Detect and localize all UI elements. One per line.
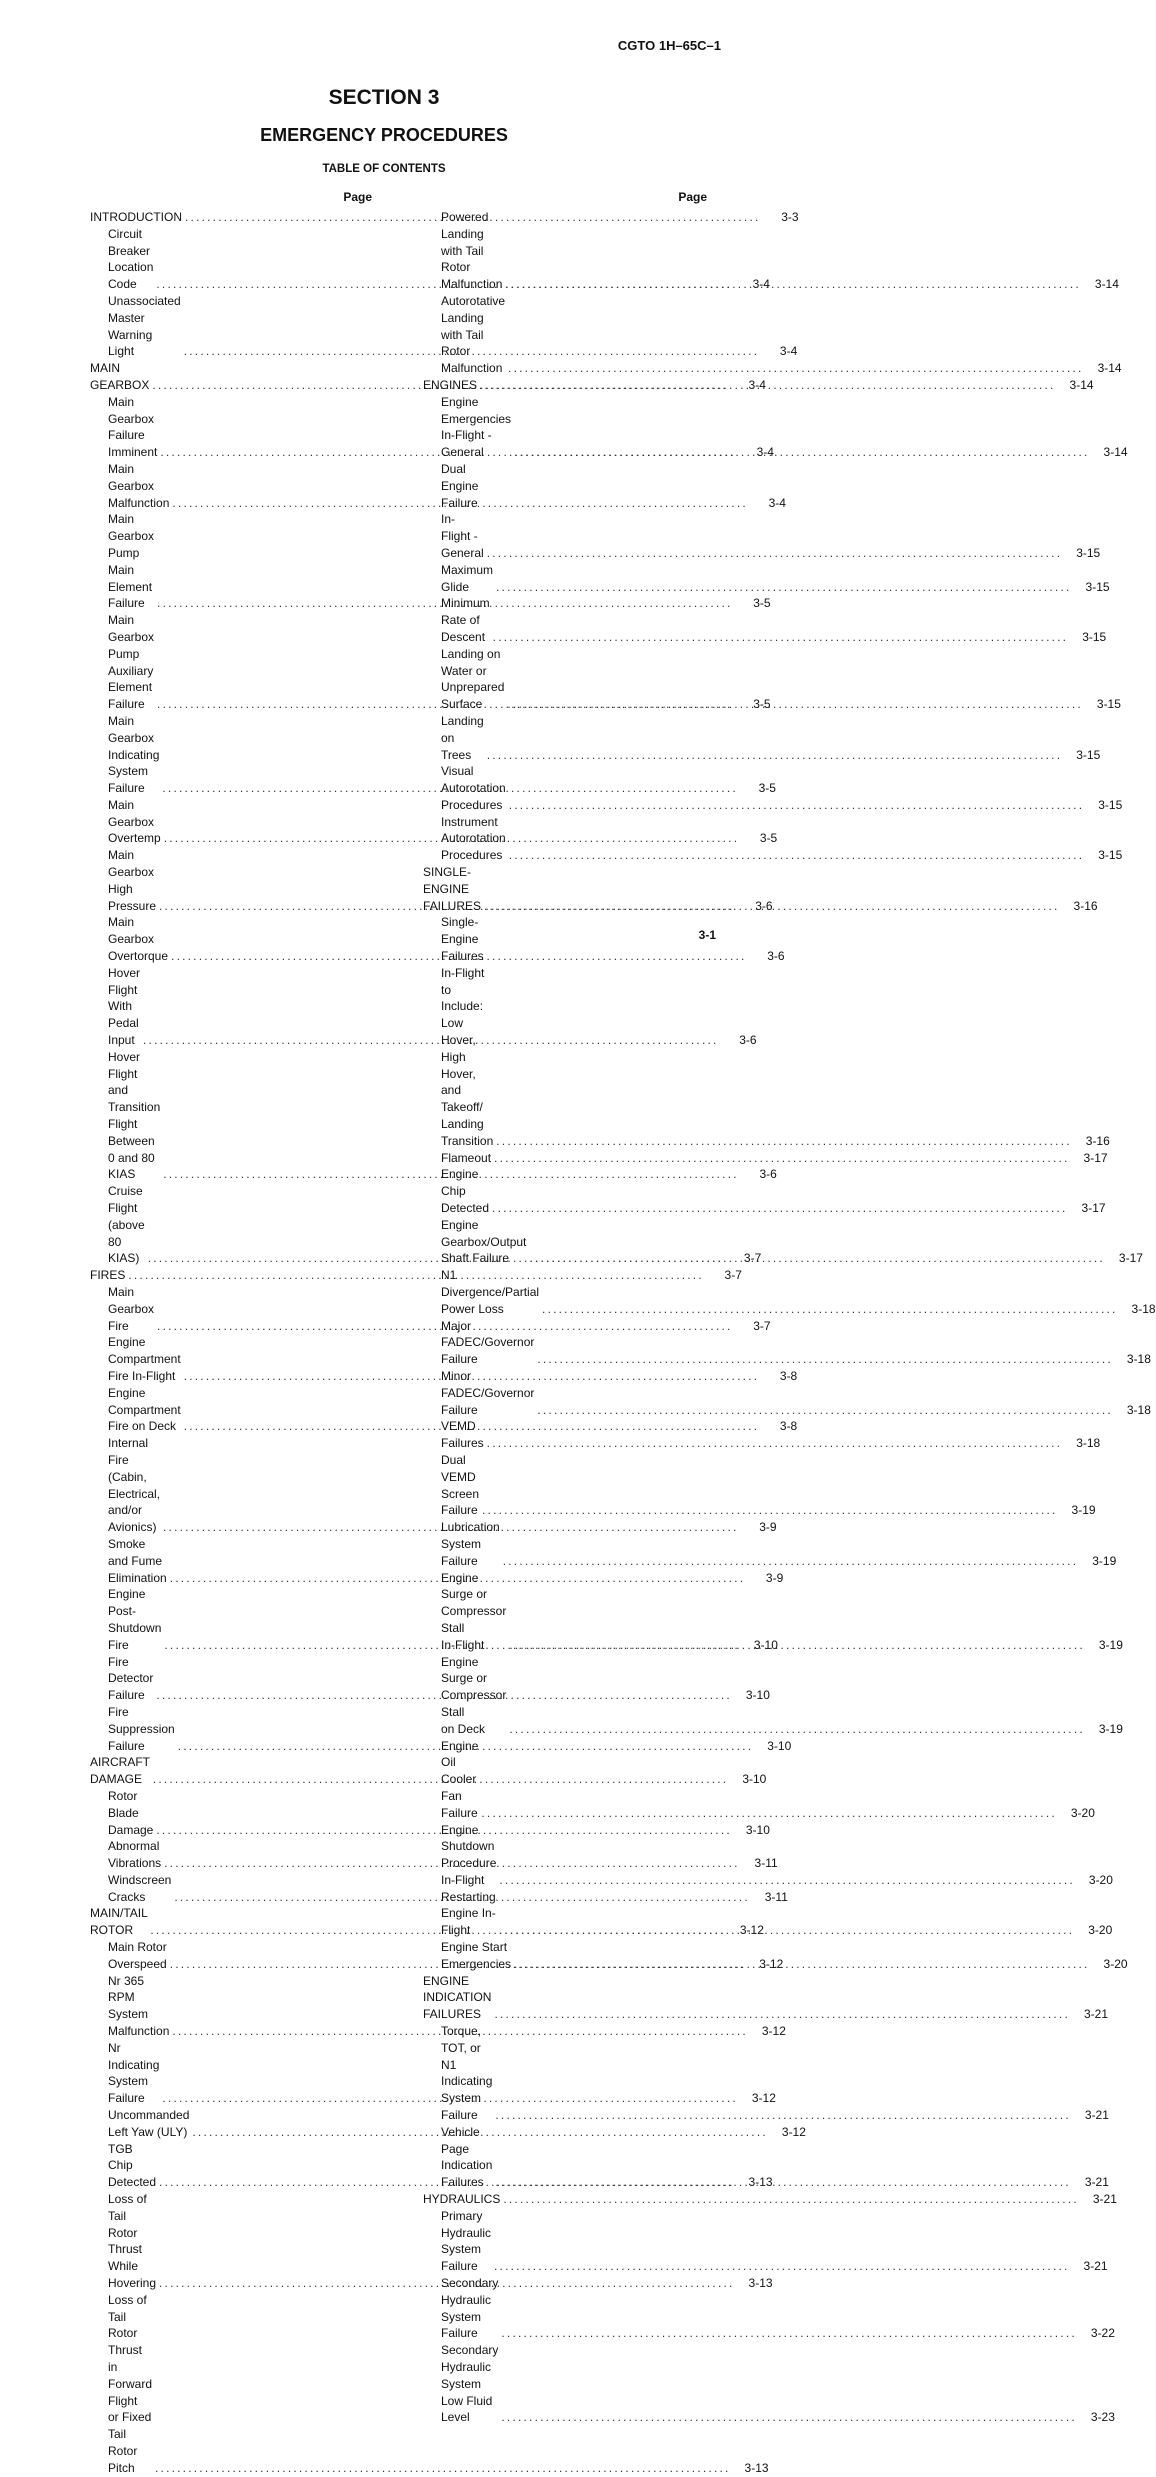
toc-entry-title: Engine Oil Cooler Fan Failure — [441, 1738, 479, 1820]
toc-entry-title: Nr Indicating System Failure — [108, 2040, 160, 2106]
toc-entry-page: 3-8 — [779, 1419, 798, 1434]
document-id: CGTO 1H–65C–1 — [617, 38, 721, 53]
toc-entry-page: 3-10 — [745, 1688, 770, 1703]
toc-entry-page: 3-18 — [1076, 1436, 1101, 1451]
toc-entry-title: Engine Surge or Compressor Stall In-Flight — [441, 1570, 507, 1652]
toc-entry-title: Engine Compartment Fire on Deck — [108, 1385, 181, 1434]
dot-leader — [503, 1553, 1079, 1570]
toc-entry-title: Dual Engine Failure In-Flight - General — [441, 461, 484, 560]
toc-entry-title: Flameout — [441, 1150, 492, 1165]
toc-entry-title: Main Gearbox Indicating System Failure — [108, 713, 160, 796]
toc-entry-title: Fire Suppression Failure — [108, 1704, 175, 1753]
toc-entry[interactable] — [423, 2342, 1115, 2426]
dot-leader — [494, 2006, 1070, 2023]
toc-entry-title: Primary Hydraulic System Failure — [441, 2208, 492, 2274]
toc-entry-page: 3-5 — [753, 596, 771, 611]
toc-entry-title: Instrument Autorotation Procedures — [441, 814, 506, 863]
toc-entry-page: 3-10 — [745, 1822, 770, 1837]
toc-entry-title: Main Gearbox Malfunction — [108, 461, 170, 510]
toc-entry-page: 3-12 — [761, 2024, 786, 2039]
toc-entry[interactable] — [90, 1872, 788, 1906]
toc-entry[interactable] — [90, 1788, 770, 1838]
toc-entry-title: Loss of Tail Rotor Thrust in Forward Flight or Fixed Tail Rotor Pitch — [108, 2292, 153, 2475]
toc-entry-page: 3-4 — [756, 445, 774, 460]
toc-entry-page: 3-18 — [1126, 1352, 1151, 1367]
toc-entry-page: 3-6 — [767, 949, 785, 964]
dot-leader — [501, 2325, 1077, 2342]
toc-entry-page: 3-16 — [1085, 1133, 1110, 1148]
toc-entry-page: 3-21 — [1084, 2108, 1109, 2123]
dot-leader — [509, 797, 1085, 814]
toc-entry[interactable] — [423, 2208, 1108, 2275]
toc-entry-title: SINGLE-ENGINE FAILURES — [423, 865, 482, 913]
dot-leader — [494, 1150, 1070, 1167]
toc-entry-page: 3-20 — [1088, 1923, 1113, 1938]
toc-entry-page: 3-17 — [1118, 1251, 1143, 1266]
toc-entry[interactable] — [90, 1267, 742, 1284]
toc-entry-title: Main Gearbox Overtemp — [108, 797, 161, 846]
dot-leader — [537, 1351, 1113, 1368]
toc-entry-title: Uncommanded Left Yaw (ULY) — [108, 2108, 190, 2139]
section-title: SECTION 3 — [328, 86, 440, 109]
page-number: 3-1 — [698, 928, 716, 942]
dot-leader — [496, 1133, 1072, 1150]
toc-entry-title: Main Gearbox Overtorque — [108, 915, 169, 964]
toc-entry-title: HYDRAULICS — [423, 2192, 501, 2207]
toc-entry-page: 3-13 — [744, 2460, 769, 2475]
toc-entry-page: 3-7 — [753, 1318, 771, 1333]
toc-entry-title: FIRES — [90, 1268, 126, 1283]
dot-leader — [155, 2460, 731, 2477]
toc-entry-page: 3-11 — [754, 1856, 778, 1871]
toc-entry[interactable] — [423, 1452, 1096, 1519]
toc-entry-title: Fire Detector Failure — [108, 1654, 154, 1703]
toc-entry-page: 3-13 — [748, 2175, 773, 2190]
toc-entry-page: 3-7 — [743, 1251, 762, 1266]
toc-entry-page: 3-15 — [1076, 747, 1101, 762]
toc-entry-page: 3-19 — [1098, 1721, 1123, 1736]
toc-entry-page: 3-16 — [1073, 898, 1098, 913]
toc-entry-title: ENGINES — [423, 377, 478, 392]
toc-entry-title: Main Gearbox Fire — [108, 1285, 155, 1333]
toc-entry-page: 3-17 — [1083, 1150, 1108, 1165]
toc-entry-title: Maximum Glide — [441, 562, 494, 594]
toc-entry-title: Nr 365 RPM System Malfunction — [108, 1973, 170, 2039]
toc-entry[interactable] — [90, 1704, 792, 1754]
dot-leader — [480, 377, 1056, 394]
toc-entry-page: 3-18 — [1126, 1402, 1151, 1417]
toc-entry[interactable] — [423, 713, 1101, 763]
toc-entry-page: 3-18 — [1131, 1301, 1156, 1316]
toc-entry[interactable] — [90, 2107, 806, 2141]
dot-leader — [509, 847, 1085, 864]
dot-leader — [529, 1250, 1105, 1267]
toc-entry-title: Landing on Water or Unprepared Surface — [441, 646, 505, 712]
toc-entry-title: Restarting Engine In-Flight — [441, 1889, 496, 1938]
toc-entry-page: 3-11 — [764, 1889, 788, 1904]
dot-leader — [503, 2191, 1079, 2208]
toc-entry-title: Unassociated Master Warning Light — [108, 293, 181, 359]
toc-entry-page: 3-15 — [1076, 545, 1101, 560]
toc-entry-page: 3-22 — [1090, 2326, 1115, 2341]
toc-entry-page: 3-23 — [1090, 2410, 1115, 2425]
dot-leader — [508, 360, 1084, 377]
toc-entry-page: 3-5 — [759, 831, 778, 846]
toc-entry-page: 3-9 — [759, 1520, 777, 1535]
dot-leader — [514, 444, 1090, 461]
toc-entry-title: Visual Autorotation Procedures — [441, 764, 506, 812]
toc-entry-title: Engine Shutdown Procedure In-Flight — [441, 1822, 497, 1887]
dot-leader — [494, 2258, 1070, 2275]
toc-entry-title: Loss of Tail Rotor Thrust While Hovering — [108, 2192, 157, 2291]
toc-entry-page: 3-10 — [767, 1738, 792, 1753]
toc-entry-title: Main Gearbox High Pressure — [108, 848, 157, 913]
toc-entry-title: MAIN GEARBOX — [90, 361, 150, 392]
toc-entry-page: 3-15 — [1085, 579, 1110, 594]
toc-entry-title: Lubrication System Failure — [441, 1520, 500, 1568]
toc-entry-title: Powered Landing with Tail Rotor Malfunction — [441, 210, 503, 292]
toc-entry-title: Secondary Hydraulic System Failure — [441, 2276, 499, 2341]
toc-entry-page: 3-12 — [781, 2124, 806, 2139]
dot-leader — [482, 1502, 1058, 1519]
toc-heading: TABLE OF CONTENTS — [322, 163, 446, 175]
toc-entry-title: Main Gearbox Pump Auxiliary Element Failure — [108, 613, 155, 712]
toc-entry-title: Internal Fire (Cabin, Electrical, and/or Avionics) — [108, 1436, 161, 1535]
toc-entry-page: 3-7 — [724, 1268, 742, 1283]
dot-leader — [501, 2409, 1077, 2426]
toc-entry-title: Main Gearbox Pump Main Element Failure — [108, 512, 155, 611]
toc-entry-title: Engine Chip Detected — [441, 1167, 490, 1216]
toc-entry-title: Engine Compartment Fire In-Flight — [108, 1335, 181, 1383]
toc-entry-page: 3-5 — [753, 697, 771, 712]
dot-leader — [484, 898, 1060, 915]
toc-entry-page: 3-21 — [1092, 2192, 1117, 2207]
toc-entry-title: Minimum Rate of Descent — [441, 596, 490, 644]
toc-entry-title: Torque, TOT, or N1 Indicating System Failure — [441, 2024, 493, 2123]
dot-leader — [487, 545, 1063, 562]
dot-leader — [509, 1721, 1085, 1738]
toc-entry-page: 3-12 — [751, 2091, 776, 2106]
toc-entry-title: Smoke and Fume Elimination — [108, 1536, 167, 1585]
toc-entry-title: Engine Start Emergencies — [441, 1940, 512, 1971]
dot-leader — [499, 1922, 1075, 1939]
toc-entry-page: 3-3 — [781, 210, 799, 224]
toc-entry-page: 3-15 — [1082, 629, 1107, 644]
toc-entry[interactable] — [423, 562, 1110, 596]
toc-entry-title: Engine Emergencies In-Flight - General — [441, 394, 512, 460]
toc-entry[interactable] — [90, 209, 799, 226]
toc-entry-page: 3-20 — [1088, 1872, 1113, 1887]
toc-entry[interactable] — [423, 2191, 1117, 2208]
dot-leader — [487, 747, 1063, 764]
toc-entry-page: 3-17 — [1081, 1201, 1106, 1216]
toc-entry-page: 3-4 — [779, 344, 798, 359]
toc-entry[interactable] — [90, 1754, 767, 1788]
toc-entry-title: Autorotative Landing with Tail Rotor Malfunction — [441, 293, 506, 376]
toc-entry-page: 3-20 — [1103, 1956, 1128, 1971]
toc-entry[interactable] — [90, 965, 757, 1049]
dot-leader — [487, 1435, 1063, 1452]
toc-entry-page: 3-21 — [1083, 2259, 1108, 2274]
toc-entry-page: 3-13 — [748, 2276, 773, 2291]
toc-entry-page: 3-5 — [758, 781, 776, 796]
toc-entry-title: AIRCRAFT DAMAGE — [90, 1755, 150, 1787]
dot-leader — [509, 1637, 1085, 1654]
dot-leader — [514, 1956, 1090, 1973]
toc-entry-title: Major FADEC/Governor Failure — [441, 1318, 535, 1367]
dot-leader — [542, 1301, 1118, 1318]
toc-entry-page: 3-4 — [748, 377, 766, 392]
page-column-header: Page — [343, 190, 372, 204]
toc-entry-page: 3-8 — [779, 1368, 798, 1383]
dot-leader — [537, 1402, 1113, 1419]
toc-entry-title: Landing on Trees — [441, 713, 484, 762]
toc-entry-page: 3-19 — [1092, 1553, 1117, 1568]
dot-leader — [496, 579, 1072, 596]
section-subtitle: EMERGENCY PROCEDURES — [260, 125, 508, 145]
toc-entry-title: INTRODUCTION — [90, 210, 182, 224]
toc-entry-title: MAIN/TAIL ROTOR — [90, 1906, 148, 1938]
toc-entry-title: Engine Surge or Compressor Stall on Deck — [441, 1654, 507, 1736]
toc-entry-title: Hover Flight With Pedal Input — [108, 965, 141, 1048]
toc-entry-page: 3-12 — [759, 1956, 784, 1971]
dot-leader — [493, 629, 1069, 646]
toc-entry-title: Windscreen Cracks — [108, 1872, 172, 1904]
toc-entry-title: Main Rotor Overspeed — [108, 1940, 167, 1971]
toc-entry-title: Secondary Hydraulic System Low Fluid Level — [441, 2343, 499, 2425]
toc-entry-title: Engine Post-Shutdown Fire — [108, 1587, 162, 1652]
toc-entry-page: 3-6 — [755, 898, 773, 913]
toc-entry-page: 3-15 — [1098, 848, 1123, 863]
toc-entry-page: 3-19 — [1071, 1503, 1096, 1518]
toc-entry-page: 3-14 — [1069, 377, 1094, 392]
page-column-header: Page — [678, 190, 707, 204]
toc-entry-page: 3-14 — [1097, 361, 1122, 376]
toc-entry-page: 3-12 — [739, 1923, 764, 1938]
dot-leader — [481, 1805, 1057, 1822]
toc-entry-title: VEMD Failures — [441, 1419, 484, 1451]
toc-entry-page: 3-21 — [1084, 2175, 1109, 2190]
toc-entry-page: 3-15 — [1096, 697, 1121, 712]
dot-leader — [492, 1200, 1068, 1217]
toc-entry-title: Hover Flight and Transition Flight Between 0 and 80 KIAS — [108, 1049, 161, 1182]
toc-entry-title: Dual VEMD Screen Failure — [441, 1452, 480, 1518]
toc-entry-title: Minor FADEC/Governor Failure — [441, 1368, 535, 1417]
toc-entry-page: 3-4 — [752, 277, 770, 292]
toc-entry-title: Vehicle Page Indication Failures — [441, 2124, 493, 2190]
toc-entry-page: 3-21 — [1083, 2007, 1108, 2022]
toc-entry-page: 3-9 — [765, 1570, 784, 1585]
toc-entry-page: 3-14 — [1094, 277, 1119, 292]
toc-entry-title: Single-Engine Failures In-Flight to Include: Low Hover, High Hover, and Takeoff/ Landing Transition — [441, 915, 494, 1148]
toc-entry-page: 3-4 — [768, 495, 786, 510]
dot-leader — [495, 2174, 1071, 2191]
toc-entry-page: 3-15 — [1098, 797, 1123, 812]
toc-entry-title: Main Gearbox Failure Imminent — [108, 394, 158, 460]
toc-entry-title: ENGINE INDICATION FAILURES — [423, 1973, 492, 2022]
toc-entry-title: Circuit Breaker Location Code — [108, 226, 154, 292]
toc-entry-title: Abnormal Vibrations — [108, 1839, 162, 1871]
toc-entry[interactable] — [423, 1973, 1108, 2023]
toc-entry-title: Engine Gearbox/Output Shaft Failure — [441, 1217, 527, 1266]
toc-entry-page: 3-10 — [753, 1637, 778, 1652]
toc-entry-title: TGB Chip Detected — [108, 2141, 157, 2190]
toc-entry-page: 3-20 — [1070, 1805, 1095, 1820]
toc-entry-page: 3-14 — [1103, 445, 1128, 460]
toc-entry-title: Rotor Blade Damage — [108, 1788, 154, 1837]
toc-entry-page: 3-6 — [739, 1033, 757, 1048]
dot-leader — [505, 276, 1081, 293]
dot-leader — [507, 696, 1083, 713]
dot-leader — [499, 1872, 1075, 1889]
toc-entry[interactable] — [423, 1150, 1108, 1167]
toc-entry-page: 3-6 — [759, 1167, 777, 1182]
dot-leader — [495, 2107, 1071, 2124]
toc-entry-title: Cruise Flight (above 80 KIAS) — [108, 1184, 145, 1266]
toc-entry-title: N1 Divergence/Partial Power Loss — [441, 1268, 540, 1316]
toc-entry-page: 3-19 — [1098, 1637, 1123, 1652]
toc-entry-page: 3-10 — [742, 1772, 767, 1787]
